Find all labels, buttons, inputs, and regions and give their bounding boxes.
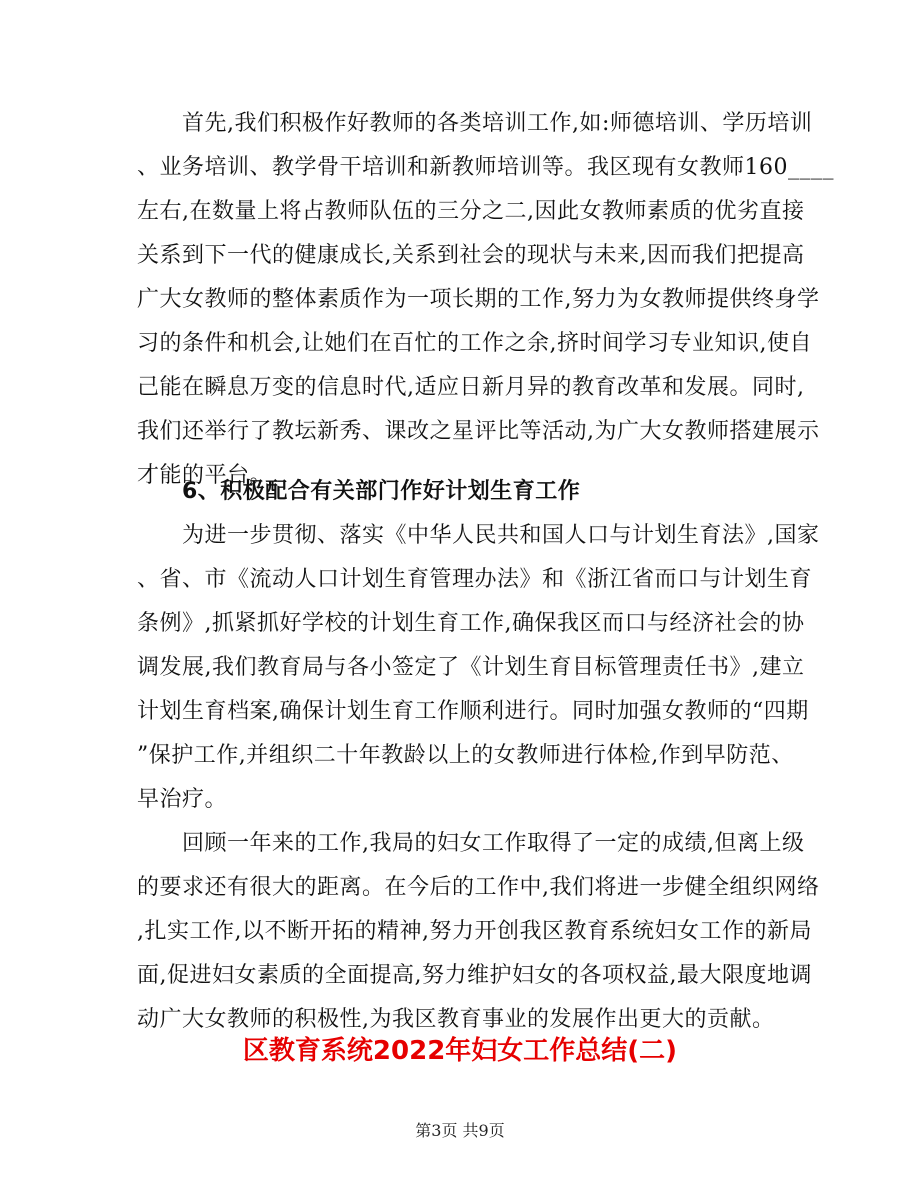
paragraph-line: 左右,在数量上将占教师队伍的三分之二,因此女教师素质的优劣直接: [137, 199, 805, 224]
paragraph-line: 、省、市《流动人口计划生育管理办法》和《浙江省而口与计划生育: [137, 567, 813, 592]
paragraph-line: 才能的平台。: [137, 463, 273, 488]
paragraph-line: 的要求还有很大的距离。在今后的工作中,我们将进一步健全组织网络: [137, 875, 820, 900]
paragraph-line: 首先,我们积极作好教师的各类培训工作,如:师德培训、学历培训: [182, 111, 813, 136]
paragraph-line: 习的条件和机会,让她们在百忙的工作之余,挤时间学习专业知识,使自: [137, 331, 812, 356]
paragraph-line: 计划生育档案,确保计划生育工作顺利进行。同时加强女教师的“四期: [137, 699, 809, 724]
paragraph-line: 为进一步贯彻、落实《中华人民共和国人口与计划生育法》,国家: [182, 523, 820, 548]
paragraph-line: 早治疗。: [137, 787, 228, 812]
paragraph-line: 条例》,抓紧抓好学校的计划生育工作,确保我区而口与经济社会的协: [137, 611, 805, 636]
paragraph-line: 回顾一年来的工作,我局的妇女工作取得了一定的成绩,但离上级: [182, 831, 805, 856]
paragraph-line: 面,促进妇女素质的全面提高,努力维护妇女的各项权益,最大限度地调: [137, 963, 812, 988]
paragraph-line: ”保护工作,并组织二十年教龄以上的女教师进行体检,作到早防范、: [137, 743, 794, 768]
paragraph-line: 动广大女教师的积极性,为我区教育事业的发展作出更大的贡献。: [137, 1007, 775, 1032]
page-number: 第3页 共9页: [415, 1121, 505, 1140]
paragraph-line: 、业务培训、教学骨干培训和新教师培训等。我区现有女教师160____: [137, 155, 834, 180]
paragraph-line: 广大女教师的整体素质作为一项长期的工作,努力为女教师提供终身学: [137, 287, 820, 312]
paragraph-line: 我们还举行了教坛新秀、课改之星评比等活动,为广大女教师搭建展示: [137, 419, 820, 444]
paragraph-line: 己能在瞬息万变的信息时代,适应日新月异的教育改革和发展。同时,: [137, 375, 805, 400]
paragraph-line: ,扎实工作,以不断开拓的精神,努力开创我区教育系统妇女工作的新局: [137, 919, 812, 944]
section-title: 区教育系统2022年妇女工作总结(二): [242, 1036, 678, 1066]
paragraph-line: 关系到下一代的健康成长,关系到社会的现状与未来,因而我们把提高: [137, 243, 805, 268]
paragraph-line: 调发展,我们教育局与各小签定了《计划生育目标管理责任书》,建立: [137, 655, 805, 680]
section-heading: 6、积极配合有关部门作好计划生育工作: [182, 479, 581, 504]
